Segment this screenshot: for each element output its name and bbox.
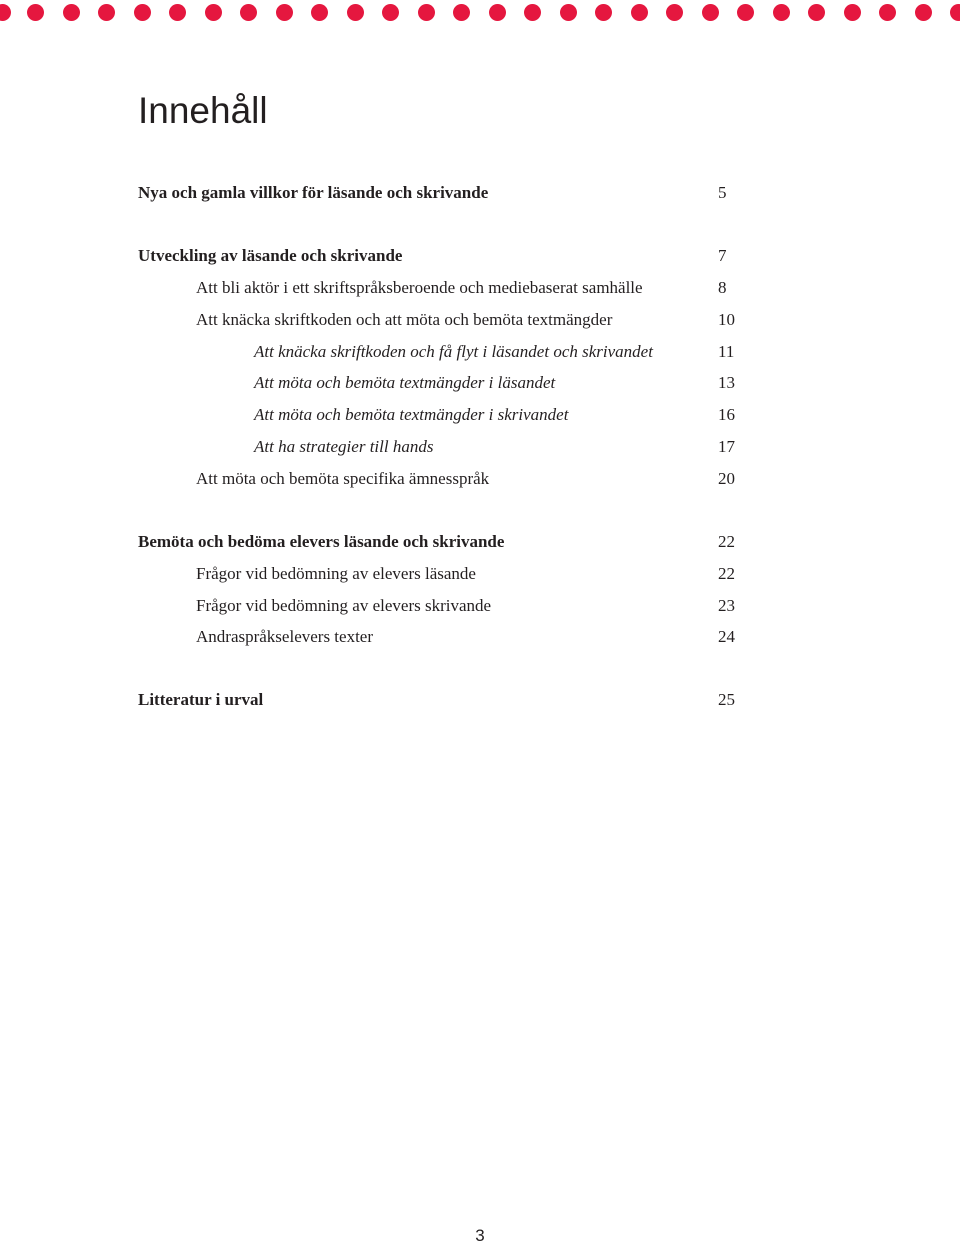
decorative-dot <box>879 4 896 21</box>
toc-entry-page: 7 <box>718 246 727 265</box>
decorative-dot <box>702 4 719 21</box>
decorative-dot <box>808 4 825 21</box>
decorative-dot <box>453 4 470 21</box>
toc-entry-label: Att ha strategier till hands <box>254 437 434 456</box>
toc-entry-page: 5 <box>718 183 727 202</box>
toc-entry[interactable] <box>0 467 960 491</box>
toc-entry-page: 11 <box>718 342 735 361</box>
toc-entry[interactable] <box>0 308 960 332</box>
toc-entry[interactable] <box>0 688 960 712</box>
toc-entry-page: 22 <box>718 564 735 583</box>
decorative-dot <box>595 4 612 21</box>
decorative-dot <box>773 4 790 21</box>
decorative-dot <box>418 4 435 21</box>
decorative-dot <box>915 4 932 21</box>
toc-entry-label: Litteratur i urval <box>138 690 264 709</box>
toc-entry-label: Att knäcka skriftkoden och att möta och bemöta textmängder <box>196 310 613 329</box>
decorative-dot <box>63 4 80 21</box>
decorative-dot <box>240 4 257 21</box>
toc-entry-label: Att knäcka skriftkoden och få flyt i läsandet och skrivandet <box>254 342 653 361</box>
toc-entry-page: 17 <box>718 437 735 456</box>
decorative-dot <box>169 4 186 21</box>
decorative-dot <box>347 4 364 21</box>
decorative-dot <box>950 4 960 21</box>
decorative-dot <box>98 4 115 21</box>
decorative-dot <box>631 4 648 21</box>
toc-entry-page: 8 <box>718 278 727 297</box>
toc-entry[interactable] <box>0 340 960 364</box>
toc-entry-page: 10 <box>718 310 735 329</box>
toc-entry-label: Att möta och bemöta specifika ämnesspråk <box>196 469 490 488</box>
toc-entry-label: Andraspråkselevers texter <box>196 627 374 646</box>
toc-entry[interactable] <box>0 403 960 427</box>
toc-entry-label: Frågor vid bedömning av elevers läsande <box>196 564 476 583</box>
decorative-dot <box>524 4 541 21</box>
toc-entry[interactable] <box>0 562 960 586</box>
toc-entry-label: Att möta och bemöta textmängder i skrivandet <box>254 405 569 424</box>
decorative-dot <box>489 4 506 21</box>
toc-entry[interactable] <box>0 371 960 395</box>
decorative-dot <box>737 4 754 21</box>
decorative-dot <box>666 4 683 21</box>
toc-entry-label: Frågor vid bedömning av elevers skrivande <box>196 596 492 615</box>
toc-entry-label: Bemöta och bedöma elevers läsande och skrivande <box>138 532 505 551</box>
toc-entry[interactable] <box>0 435 960 459</box>
toc-entry[interactable] <box>0 530 960 554</box>
toc-entry[interactable] <box>0 276 960 300</box>
decorative-dot <box>560 4 577 21</box>
decorative-dot <box>134 4 151 21</box>
page-title: Innehåll <box>138 90 268 131</box>
page-number: 3 <box>475 1226 485 1245</box>
decorative-dot <box>844 4 861 21</box>
toc-entry-page: 13 <box>718 373 735 392</box>
decorative-dot <box>382 4 399 21</box>
toc-entry-page: 24 <box>718 627 735 646</box>
toc-entry[interactable] <box>0 181 960 205</box>
toc-entry-page: 25 <box>718 690 735 709</box>
decorative-dot <box>0 4 11 21</box>
decorative-dot-border <box>0 4 960 22</box>
toc-entry-label: Att möta och bemöta textmängder i läsandet <box>254 373 556 392</box>
decorative-dot <box>27 4 44 21</box>
decorative-dot <box>276 4 293 21</box>
toc-entry-label: Nya och gamla villkor för läsande och skrivande <box>138 183 489 202</box>
toc-entry-page: 16 <box>718 405 735 424</box>
toc-entry[interactable] <box>0 594 960 618</box>
toc-entry[interactable] <box>0 244 960 268</box>
toc-entry-label: Att bli aktör i ett skriftspråksberoende och mediebaserat samhälle <box>196 278 643 297</box>
toc-entry-page: 22 <box>718 532 735 551</box>
decorative-dot <box>311 4 328 21</box>
toc-entry-page: 20 <box>718 469 735 488</box>
toc-entry[interactable] <box>0 625 960 649</box>
decorative-dot <box>205 4 222 21</box>
toc-entry-page: 23 <box>718 596 735 615</box>
toc-entry-label: Utveckling av läsande och skrivande <box>138 246 403 265</box>
